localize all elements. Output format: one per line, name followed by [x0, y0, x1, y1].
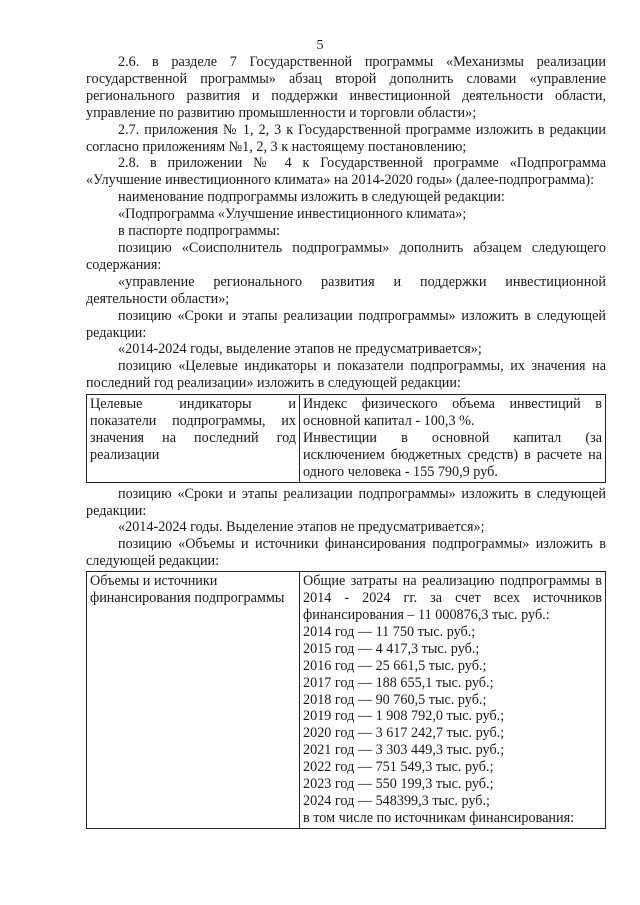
indicators-table [86, 394, 606, 483]
paragraph: в паспорте подпрограммы: [118, 223, 280, 240]
paragraph: наименование подпрограммы изложить в следующей редакции: [118, 189, 505, 206]
funding-footer: в том числе по источникам финансирования: [303, 809, 575, 826]
paragraph: позицию «Целевые индикаторы и показатели подпрограммы, их значения на последний год реализации» изложить в следующей редакции: [86, 358, 606, 392]
paragraph: 2.8. в приложении № 4 к Государственной программе «Подпрограмма «Улучшение инвестиционного климата» на 2014-2020 годы» (далее-подпрограмма): [86, 155, 606, 189]
funding-year-line: 2014 год — 11 750 тыс. руб.; [303, 623, 476, 640]
indicators-label-cell: Целевые индикаторы и показатели подпрограммы, их значения на последний год реализации [87, 395, 300, 483]
funding-table [86, 571, 606, 829]
funding-year-line: 2022 год — 751 549,3 тыс. руб.; [303, 759, 494, 776]
paragraph: «Подпрограмма «Улучшение инвестиционного климата»; [118, 206, 467, 223]
funding-year-line: 2016 год — 25 661,5 тыс. руб.; [303, 657, 487, 674]
funding-years-list [303, 624, 602, 810]
funding-year-line: 2019 год — 1 908 792,0 тыс. руб.; [303, 708, 505, 725]
funding-intro: Общие затраты на реализацию подпрограммы в 2014 - 2024 гг. за счет всех источников финансирования – 11 000876,3 тыс. руб.: [303, 573, 602, 623]
paragraph: «2014-2024 годы. Выделение этапов не предусматривается»; [118, 519, 485, 536]
indicator-line: Инвестиции в основной капитал (за исключением бюджетных средств) в расчете на одного человека - 155 790,9 руб. [303, 429, 602, 480]
paragraph: «2014-2024 годы, выделение этапов не предусматривается»; [118, 341, 482, 358]
paragraph: позицию «Сроки и этапы реализации подпрограммы» изложить в следующей редакции: [86, 485, 606, 519]
funding-year-line: 2018 год — 90 760,5 тыс. руб.; [303, 691, 487, 708]
paragraph: позицию «Соисполнитель подпрограммы» дополнить абзацем следующего содержания: [86, 239, 606, 273]
table-row [87, 395, 606, 483]
funding-year-line: 2017 год — 188 655,1 тыс. руб.; [303, 674, 494, 691]
paragraph: 2.6. в разделе 7 Государственной программы «Механизмы реализации государственной программы» абзац второй дополнить словами «управление регионального развития и поддержки инвестиционной деятельности области, управление по развитию промышленности и торговли области»; [86, 54, 606, 121]
paragraph: позицию «Сроки и этапы реализации подпрограммы» изложить в следующей редакции: [86, 307, 606, 341]
indicators-value-cell [300, 395, 606, 483]
page-number: 5 [316, 38, 324, 53]
funding-label-cell: Объемы и источники финансирования подпрограммы [87, 572, 300, 829]
document-body [86, 54, 606, 829]
funding-year-line: 2021 год — 3 303 449,3 тыс. руб.; [303, 742, 505, 759]
paragraphs-middle [86, 486, 606, 571]
funding-year-line: 2020 год — 3 617 242,7 тыс. руб.; [303, 725, 505, 742]
paragraph: 2.7. приложения № 1, 2, 3 к Государственной программе изложить в редакции согласно приложениям №1, 2, 3 к настоящему постановлению; [86, 121, 606, 155]
paragraphs-before-table [86, 54, 606, 392]
funding-year-line: 2024 год — 548399,3 тыс. руб.; [303, 792, 490, 809]
paragraph: позицию «Объемы и источники финансирования подпрограммы» изложить в следующей редакции: [86, 536, 606, 570]
funding-value-cell [300, 572, 606, 829]
indicator-line: Индекс физического объема инвестиций в основной капитал - 100,3 %. [303, 396, 602, 430]
paragraph: «управление регионального развития и поддержки инвестиционной деятельности области»; [86, 273, 606, 307]
funding-year-line: 2015 год — 4 417,3 тыс. руб.; [303, 640, 480, 657]
table-row [87, 572, 606, 829]
funding-year-line: 2023 год — 550 199,3 тыс. руб.; [303, 776, 494, 793]
